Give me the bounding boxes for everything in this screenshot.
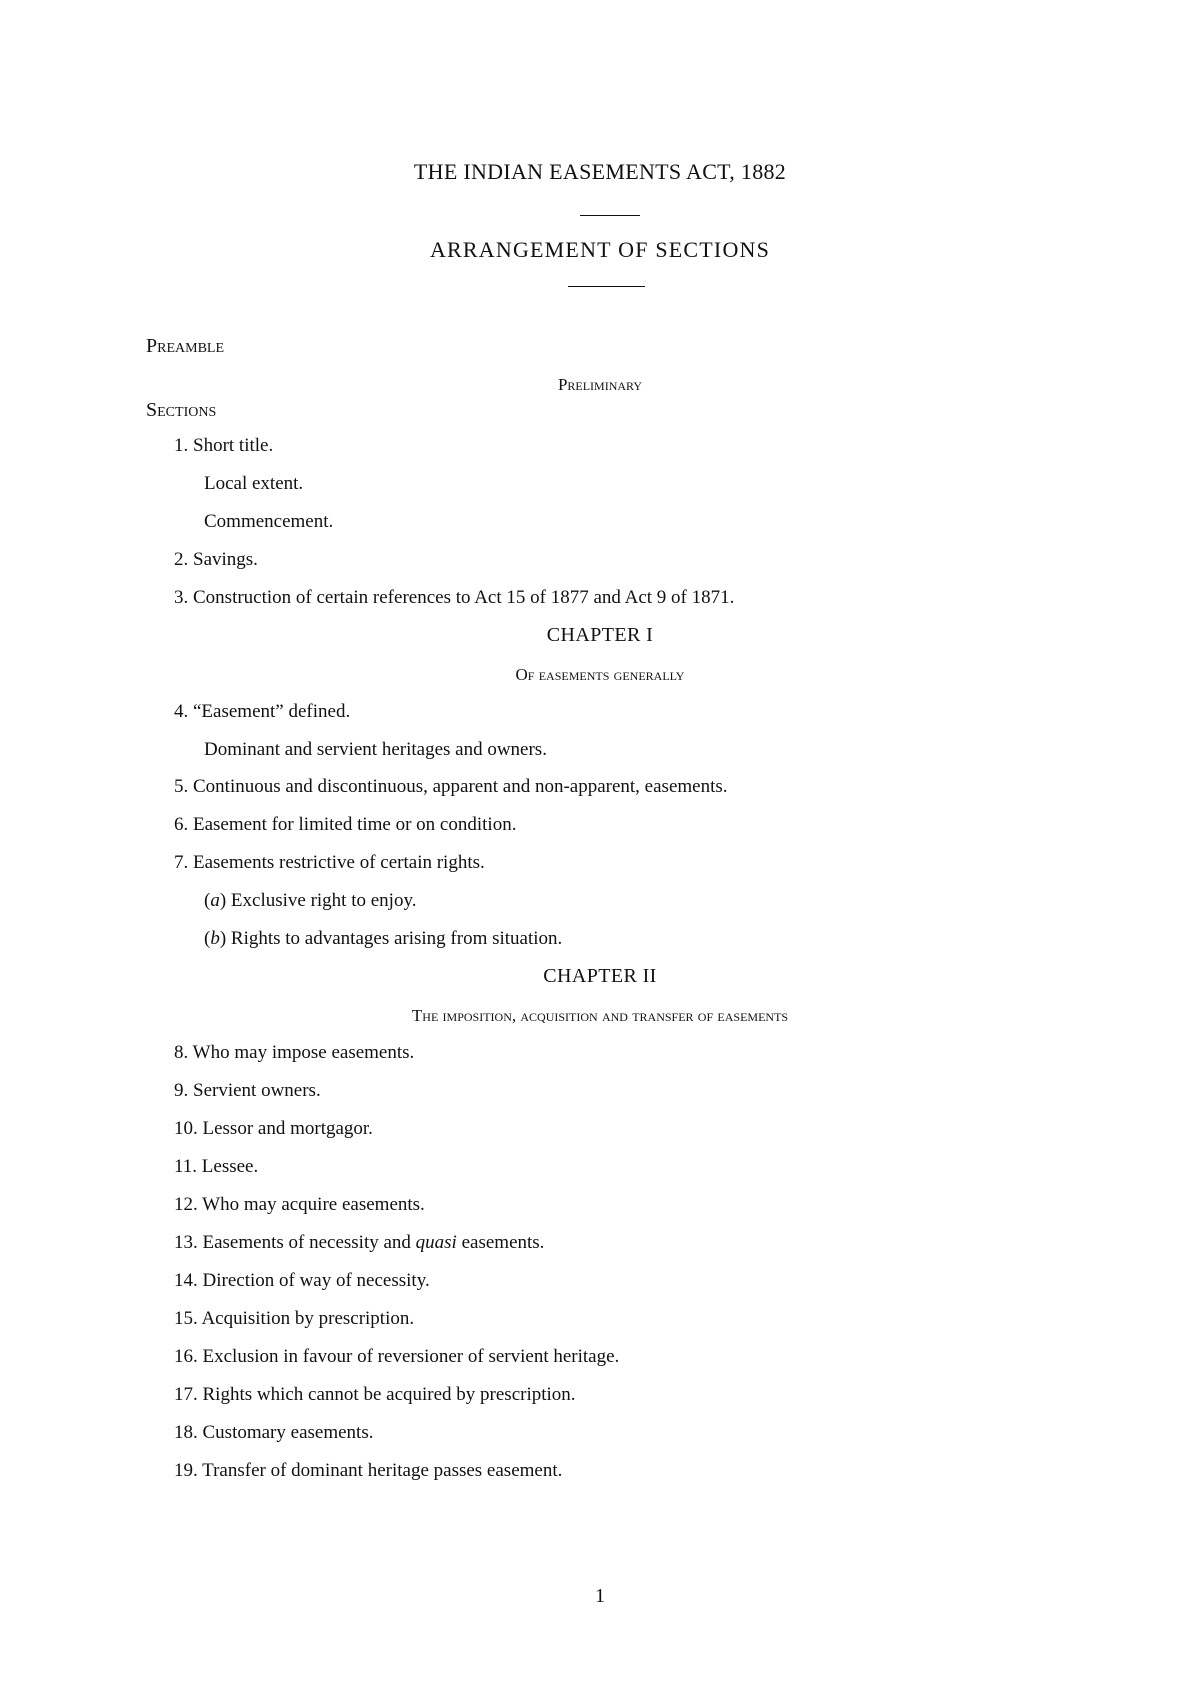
section-number: 14. bbox=[174, 1270, 198, 1291]
section-title: Continuous and discontinuous, apparent and non-apparent, easements. bbox=[193, 776, 728, 797]
section-entry bbox=[174, 775, 728, 799]
section-number: 7. bbox=[174, 852, 189, 873]
section-number: 5. bbox=[174, 776, 189, 797]
section-entry bbox=[174, 1269, 430, 1293]
section-entry bbox=[174, 1383, 576, 1407]
clause-text: Rights to advantages arising from situation. bbox=[230, 928, 563, 949]
section-entry bbox=[174, 586, 734, 610]
section-number: 4. bbox=[174, 701, 189, 722]
section-number: 2. bbox=[174, 549, 189, 570]
section-title: Lessor and mortgagor. bbox=[202, 1118, 373, 1139]
chapter-label: CHAPTER II bbox=[543, 965, 657, 987]
section-title: Easement for limited time or on condition. bbox=[193, 814, 517, 835]
section-entry bbox=[174, 1345, 619, 1369]
section-entry bbox=[174, 813, 516, 837]
section-entry bbox=[174, 1459, 562, 1483]
section-title: Acquisition by prescription. bbox=[201, 1308, 415, 1329]
section-entry bbox=[174, 1117, 373, 1141]
section-number: 8. bbox=[174, 1042, 189, 1063]
section-title: Lessee. bbox=[201, 1156, 259, 1177]
chapter-heading: Of easements generally bbox=[515, 665, 685, 684]
section-title: Servient owners. bbox=[193, 1080, 321, 1101]
chapter-heading: The imposition, acquisition and transfer of easements bbox=[411, 1006, 789, 1025]
section-number: 1. bbox=[174, 435, 189, 456]
section-entry bbox=[174, 1193, 425, 1217]
document-subtitle: ARRANGEMENT OF SECTIONS bbox=[429, 237, 771, 262]
clause-letter: a bbox=[210, 890, 220, 911]
section-title-italic: quasi bbox=[415, 1232, 457, 1253]
subtitle-divider bbox=[568, 286, 645, 287]
document-title: THE INDIAN EASEMENTS ACT, 1882 bbox=[413, 159, 787, 184]
section-subentry: Dominant and servient heritages and owners. bbox=[204, 739, 547, 760]
section-number: 10. bbox=[174, 1118, 198, 1139]
page-number: 1 bbox=[595, 1585, 605, 1607]
section-number: 18. bbox=[174, 1422, 198, 1443]
section-title: “Easement” defined. bbox=[193, 701, 351, 722]
section-number: 15. bbox=[174, 1308, 198, 1329]
section-number: 16. bbox=[174, 1346, 198, 1367]
section-entry bbox=[174, 851, 485, 875]
section-title-part: Easements of necessity and bbox=[202, 1232, 411, 1253]
section-number: 13. bbox=[174, 1232, 198, 1253]
chapter-label: CHAPTER I bbox=[546, 624, 654, 646]
section-title-part: easements. bbox=[461, 1232, 545, 1253]
clause-letter: b bbox=[210, 928, 220, 949]
title-divider bbox=[580, 215, 640, 216]
section-entry bbox=[174, 1155, 258, 1179]
section-number: 9. bbox=[174, 1080, 189, 1101]
section-number: 17. bbox=[174, 1384, 198, 1405]
section-entry bbox=[174, 434, 273, 458]
section-title: Savings. bbox=[193, 549, 258, 570]
section-number: 19. bbox=[174, 1460, 198, 1481]
sections-label: Sections bbox=[146, 399, 217, 421]
section-entry bbox=[174, 1307, 414, 1331]
clause-entry: (a) Exclusive right to enjoy. bbox=[204, 890, 417, 911]
section-title: Customary easements. bbox=[202, 1422, 374, 1443]
section-title: Transfer of dominant heritage passes easement. bbox=[202, 1460, 563, 1481]
section-title: Exclusion in favour of reversioner of servient heritage. bbox=[202, 1346, 620, 1367]
section-title: Short title. bbox=[193, 435, 274, 456]
clause-text: Exclusive right to enjoy. bbox=[230, 890, 417, 911]
preliminary-heading: Preliminary bbox=[557, 375, 643, 394]
section-title: Who may acquire easements. bbox=[202, 1194, 425, 1215]
section-entry bbox=[174, 1231, 544, 1255]
section-entry bbox=[174, 1079, 321, 1103]
section-entry bbox=[174, 1041, 414, 1065]
section-number: 12. bbox=[174, 1194, 198, 1215]
section-title: Who may impose easements. bbox=[192, 1042, 415, 1063]
section-number: 11. bbox=[174, 1156, 198, 1177]
section-entry bbox=[174, 700, 350, 724]
section-entry bbox=[174, 548, 258, 572]
preamble-label: Preamble bbox=[146, 335, 225, 357]
section-title: Rights which cannot be acquired by prescription. bbox=[202, 1384, 576, 1405]
section-title: Direction of way of necessity. bbox=[202, 1270, 430, 1291]
section-number: 6. bbox=[174, 814, 189, 835]
clause-entry: (b) Rights to advantages arising from situation. bbox=[204, 928, 563, 949]
section-title: Construction of certain references to Act 15 of 1877 and Act 9 of 1871. bbox=[193, 587, 735, 608]
section-subentry: Commencement. bbox=[204, 511, 334, 532]
section-title: Easements restrictive of certain rights. bbox=[193, 852, 485, 873]
section-entry bbox=[174, 1421, 373, 1445]
section-subentry: Local extent. bbox=[204, 473, 304, 494]
section-number: 3. bbox=[174, 587, 189, 608]
